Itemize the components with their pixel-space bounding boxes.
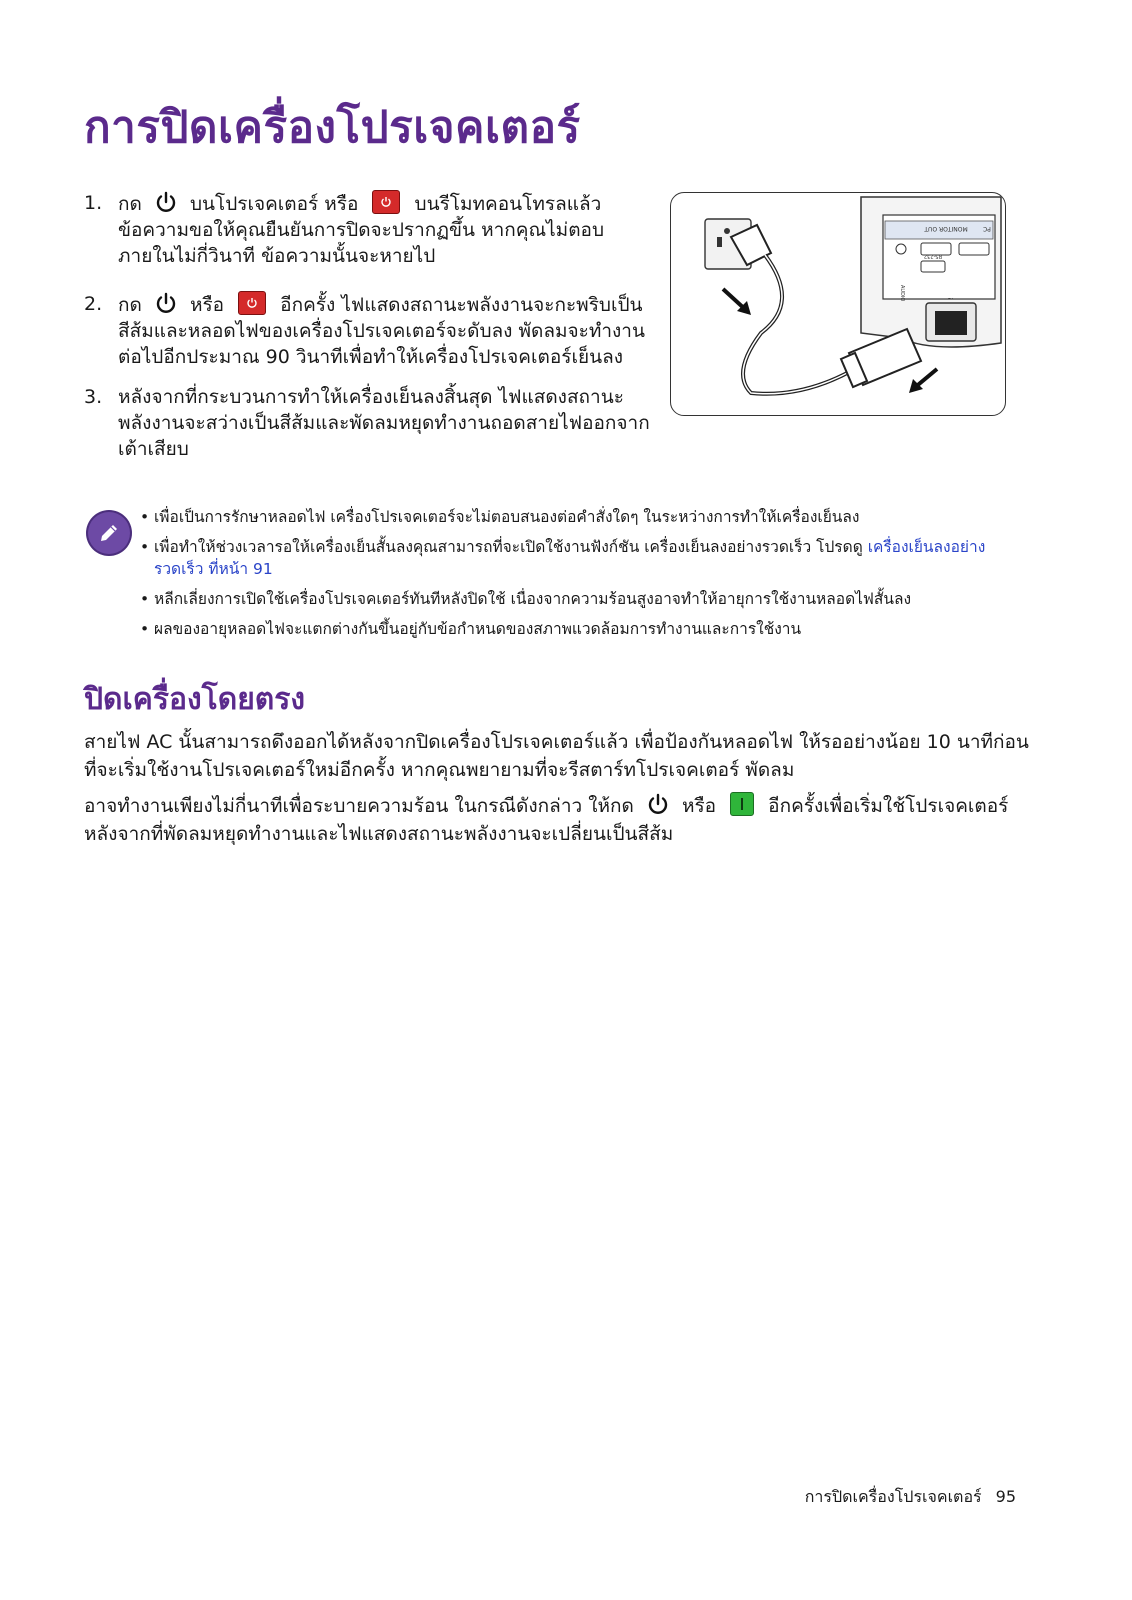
port-label-audio: AUDIO <box>899 285 905 302</box>
paragraph-text: อาจทำงานเพียงไม่กี่นาทีเพื่อระบายความร้อน ในกรณีดังกล่าว ให้กด <box>84 795 634 817</box>
step-1 <box>84 190 654 269</box>
page-footer <box>805 1485 1016 1510</box>
note-item <box>140 536 1010 580</box>
note-item <box>140 618 1010 640</box>
page-title: การปิดเครื่องโปรเจคเตอร์ <box>84 102 581 153</box>
remote-power-on-button-icon <box>730 792 754 816</box>
steps-list <box>84 190 654 476</box>
power-icon <box>646 793 670 817</box>
paragraph-text: หรือ <box>681 795 717 817</box>
step-text: กด <box>118 294 142 316</box>
step-number: 3. <box>84 386 103 408</box>
note-text: เพื่อทำให้ช่วงเวลารอให้เครื่องเย็นสั้นลงคุณสามารถที่จะเปิดใช้งานฟังก์ชัน เครื่องเย็นลงอย่างรวดเร็ว โปรดดู <box>154 538 868 556</box>
power-icon <box>154 191 178 215</box>
step-3 <box>84 384 654 462</box>
paragraph-1: สายไฟ AC นั้นสามารถดึงออกได้หลังจากปิดเครื่องโปรเจคเตอร์แล้ว เพื่อป้องกันหลอดไฟ ให้รออย่างน้อย 10 นาทีก่อนที่จะเริ่มใช้งานโปรเจคเตอร์ใหม่อีกครั้ง หากคุณพยายามที่จะรีสตาร์ทโปรเจคเตอร์ พัดลม <box>84 731 1029 781</box>
cross-reference-link[interactable]: เครื่องเย็นลงอย่างรวดเร็ว ที่หน้า 91 <box>154 538 986 578</box>
power-cord-illustration <box>670 192 1006 416</box>
step-2 <box>84 291 654 370</box>
paragraph-text: อีกครั้งเพื่อเริ่มใช้โปรเจคเตอร์หลังจากที่พัดลมหยุดทำงานและไฟแสดงสถานะพลังงานจะเปลี่ยนเป็นสีส้ม <box>84 795 1009 845</box>
remote-power-button-icon <box>238 291 266 315</box>
paragraph-2 <box>84 792 1034 848</box>
power-icon <box>154 292 178 316</box>
note-item <box>140 506 1010 528</box>
step-text: บนรีโมทคอนโทรลแล้ว ข้อความขอให้คุณยืนยันการปิดจะปรากฏขึ้น หากคุณไม่ตอบภายในไม่กี่วินาที ข้อความนั้นจะหายไป <box>118 193 605 267</box>
footer-label: การปิดเครื่องโปรเจคเตอร์ <box>804 1487 982 1506</box>
remote-power-button-icon <box>372 190 400 214</box>
note-text: หลีกเลี่ยงการเปิดใช้เครื่องโปรเจคเตอร์ทันทีหลังปิดใช้ เนื่องจากความร้อนสูงอาจทำให้อายุการใช้งานหลอดไฟสั้นลง <box>154 590 912 608</box>
step-number: 2. <box>84 293 103 315</box>
step-text: กด <box>118 193 142 215</box>
port-label-rs232: RS-232 <box>924 253 942 259</box>
step-text: หรือ <box>189 294 225 316</box>
step-text: หลังจากที่กระบวนการทำให้เครื่องเย็นลงสิ้นสุด ไฟแสดงสถานะพลังงานจะสว่างเป็นสีส้มและพัดลมหยุดทำงานถอดสายไฟออกจากเต้าเสียบ <box>118 386 650 460</box>
notes-list <box>140 506 1010 648</box>
note-text: เพื่อเป็นการรักษาหลอดไฟ เครื่องโปรเจคเตอร์จะไม่ตอบสนองต่อคำสั่งใดๆ ในระหว่างการทำให้เครื่องเย็นลง <box>154 508 860 526</box>
page-number: 95 <box>995 1487 1016 1506</box>
svg-text:~: ~ <box>947 294 954 303</box>
note-text: ผลของอายุหลอดไฟจะแตกต่างกันขึ้นอยู่กับข้อกำหนดของสภาพแวดล้อมการทำงานและการใช้งาน <box>154 620 802 638</box>
port-label-monitor-out: MONITOR OUT <box>924 225 968 232</box>
step-text: บนโปรเจคเตอร์ หรือ <box>189 193 359 215</box>
step-number: 1. <box>84 192 103 214</box>
port-label-pc: PC <box>983 225 991 232</box>
step-text: อีกครั้ง ไฟแสดงสถานะพลังงานจะกะพริบเป็นสีส้มและหลอดไฟของเครื่องโปรเจคเตอร์จะดับลง พัดลมจะทำงานต่อไปอีกประมาณ 90 วินาทีเพื่อทำให้เครื่องโปรเจคเตอร์เย็นลง <box>118 294 645 368</box>
note-pencil-icon <box>88 512 130 554</box>
note-item <box>140 588 1010 610</box>
section-title: ปิดเครื่องโดยตรง <box>84 682 306 717</box>
